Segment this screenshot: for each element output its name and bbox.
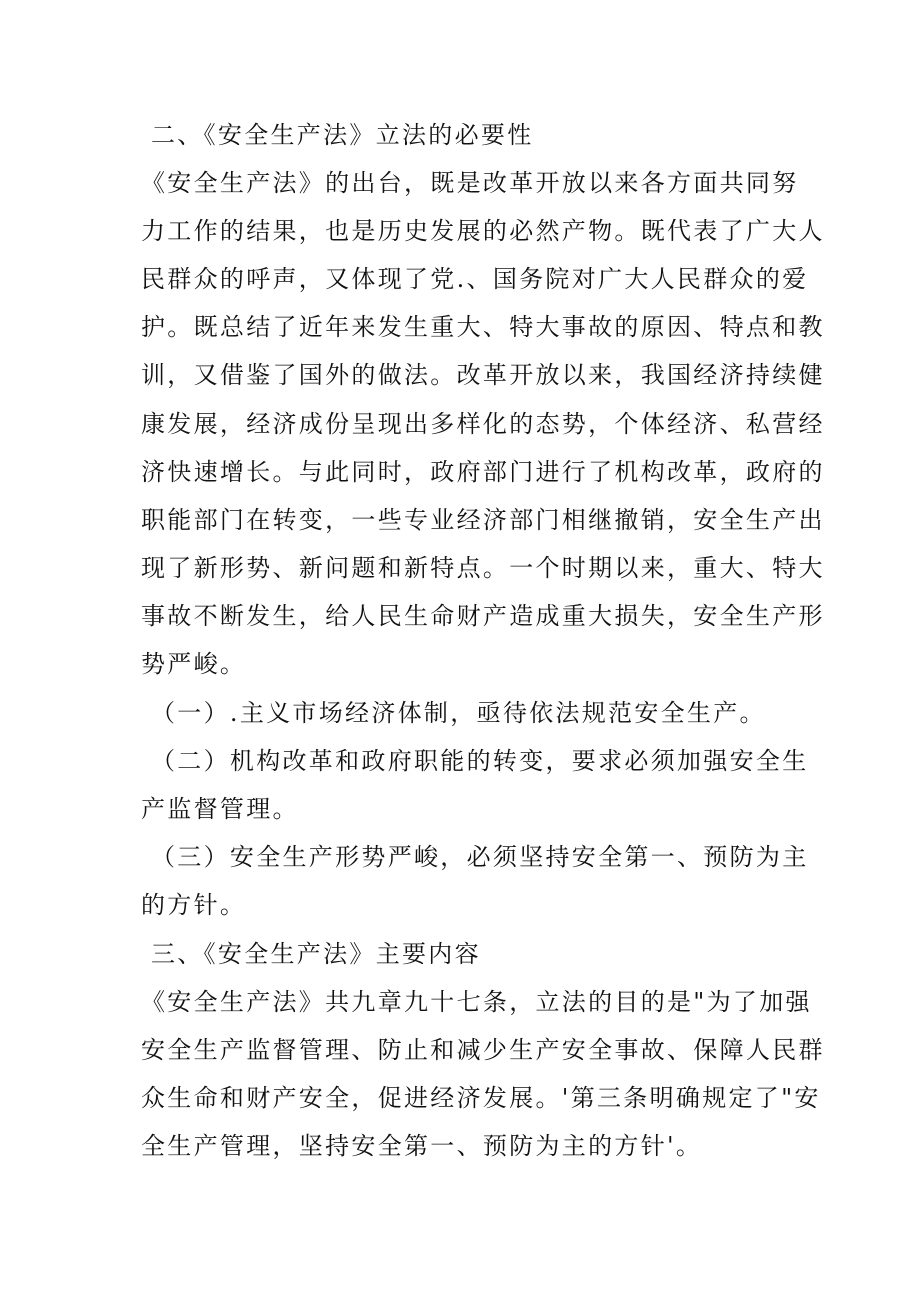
paragraph-line: 训，又借鉴了国外的做法。改革开放以来，我国经济持续健 <box>141 361 825 389</box>
paragraph-line: 济快速增长。与此同时，政府部门进行了机构改革，政府的 <box>141 458 825 486</box>
paragraph-line: 众生命和财产安全，促进经济发展。'第三条明确规定了"安 <box>141 1084 821 1112</box>
list-item-line: 的方针。 <box>141 891 247 919</box>
list-item-line: （二）机构改革和政府职能的转变，要求必须加强安全生 <box>151 747 809 775</box>
paragraph-line: 力工作的结果，也是历史发展的必然产物。既代表了广大人 <box>141 217 825 245</box>
paragraph-line: 《安全生产法》共九章九十七条，立法的目的是"为了加强 <box>141 988 812 1016</box>
paragraph-line: 护。既总结了近年来发生重大、特大事故的原因、特点和教 <box>141 313 825 341</box>
paragraph-line: 康发展，经济成份呈现出多样化的态势，个体经济、私营经 <box>141 410 825 438</box>
list-item-1: （一）.主义市场经济体制，亟待依法规范安全生产。 <box>151 699 766 727</box>
paragraph-line: 职能部门在转变，一些专业经济部门相继撤销，安全生产出 <box>141 506 825 534</box>
paragraph-line: 民群众的呼声，又体现了党.、国务院对广大人民群众的爱 <box>141 265 809 293</box>
paragraph-line: 安全生产监督管理、防止和减少生产安全事故、保障人民群 <box>141 1036 825 1064</box>
paragraph-line: 现了新形势、新问题和新特点。一个时期以来，重大、特大 <box>141 554 825 582</box>
paragraph-line: 事故不断发生，给人民生命财产造成重大损失，安全生产形 <box>141 602 825 630</box>
list-item-line: （三）安全生产形势严峻，必须坚持安全第一、预防为主 <box>151 843 809 871</box>
list-item-line: 产监督管理。 <box>141 795 299 823</box>
paragraph-line: 势严峻。 <box>141 650 247 678</box>
section-2-heading: 二、《安全生产法》立法的必要性 <box>151 121 534 149</box>
paragraph-line: 《安全生产法》的出台，既是改革开放以来各方面共同努 <box>141 169 799 197</box>
section-3-heading: 三、《安全生产法》主要内容 <box>151 940 481 968</box>
paragraph-line: 全生产管理，坚持安全第一、预防为主的方针'。 <box>141 1132 703 1160</box>
